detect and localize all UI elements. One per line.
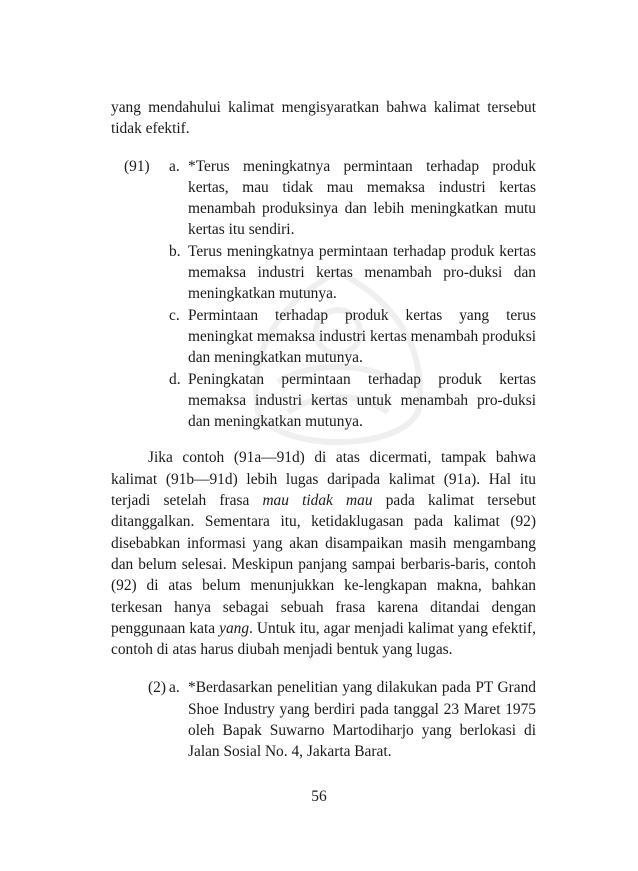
example-91-item-a (111, 156, 536, 241)
example-2-item-a (111, 677, 536, 762)
item-text: Peningkatan permintaan terhadap produk kertas memaksa industri kertas untuk menambah pro-duksi dan meningkatkan mutunya. (188, 370, 536, 431)
item-letter: d. (169, 370, 181, 388)
page-number: 56 (311, 788, 327, 805)
intro-paragraph: yang mendahului kalimat mengisyaratkan bahwa kalimat tersebut tidak efektif. (111, 99, 536, 138)
body-paragraph (111, 447, 536, 660)
example-91-item-b (111, 241, 536, 305)
paragraph-text: Jika contoh (91a—91d) di atas dicermati, tampak bahwa kalimat (91b—91d) lebih lugas daripada kalimat (91a). Hal itu terjadi setelah frasa (111, 449, 536, 510)
page-content (111, 97, 536, 763)
paragraph-text: pada kalimat tersebut ditanggalkan. Sementara itu, ketidaklugasan pada kalimat (92) disebabkan informasi yang akan disampaikan masih mengambang dan belum selesai. Meskipun panjang sampai berbaris-baris, contoh (92) di atas belum menunjukkan ke-lengkapan makna, bahkan terkesan hanya sebagai sebuah frasa karena ditandai dengan penggunaan kata (111, 492, 536, 637)
item-letter: b. (169, 242, 181, 260)
item-text: Terus meningkatnya permintaan terhadap produk kertas memaksa industri kertas menambah pro-duksi dan meningkatkan mutunya. (188, 242, 536, 303)
item-letter: c. (169, 306, 180, 324)
example-number: (2) (148, 679, 166, 697)
italic-phrase: mau tidak mau (262, 492, 373, 510)
item-letter: a. (169, 679, 180, 697)
example-91-item-d (111, 369, 536, 433)
item-text: Permintaan terhadap produk kertas yang terus meningkat memaksa industri kertas menambah produksi dan meningkatkan mutunya. (188, 306, 536, 367)
example-91 (111, 156, 536, 433)
item-text: *Terus meningkatnya permintaan terhadap produk kertas, mau tidak mau memaksa industri kertas menambah produksinya dan lebih meningkatkan mutu kertas itu sendiri. (188, 157, 536, 239)
example-number: (91) (124, 157, 150, 175)
paragraph-text: . Untuk itu, agar menjadi kalimat yang efektif, contoh di atas harus diubah menjadi bentuk yang lugas. (111, 619, 536, 659)
example-91-item-c (111, 305, 536, 369)
example-2 (111, 677, 536, 762)
item-letter: a. (169, 157, 180, 175)
item-text: *Berdasarkan penelitian yang dilakukan pada PT Grand Shoe Industry yang berdiri pada tanggal 23 Maret 1975 oleh Bapak Suwarno Martodiharjo yang berlokasi di Jalan Sosial No. 4, Jakarta Barat. (188, 679, 536, 761)
italic-word: yang (219, 619, 250, 637)
